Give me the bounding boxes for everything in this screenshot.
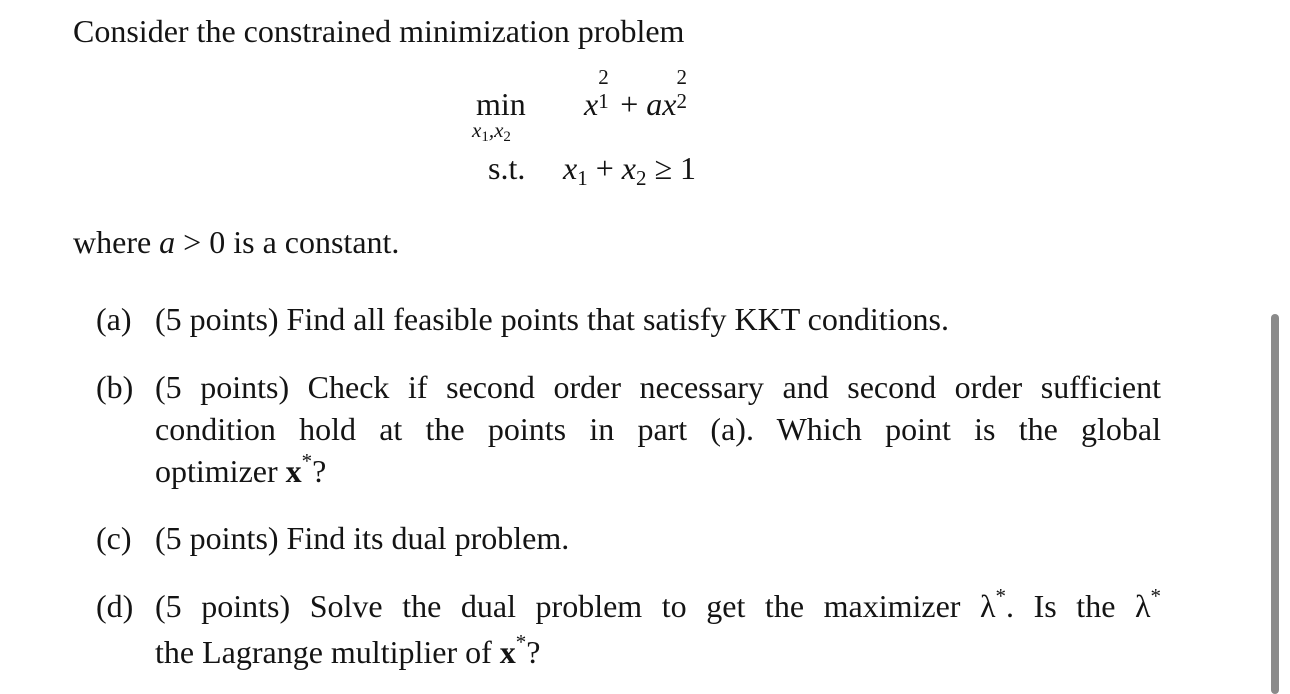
part-c-line-1: (5 points) Find its dual problem. [155, 520, 570, 556]
part-b-line-3: optimizer x*? [155, 449, 327, 489]
where-text: where a > 0 is a constant. [73, 224, 400, 260]
subject-to-label: s.t. [488, 150, 526, 186]
part-c-label: (c) [96, 520, 132, 556]
part-d-line-1: (5 points) Solve the dual problem to get the maximizer λ*. Is the λ* [155, 584, 1162, 624]
part-b-line-1: (5 points) Check if second order necessary and second order sufficient [155, 369, 1161, 405]
constraint-inequality: x1 + x2 ≥ 1 [563, 150, 697, 190]
vertical-scrollbar[interactable] [1271, 314, 1279, 694]
min-variables: x1,x2 [472, 118, 511, 145]
part-a-label: (a) [96, 301, 132, 337]
part-d-line-2: the Lagrange multiplier of x*? [155, 630, 541, 670]
part-a-line-1: (5 points) Find all feasible points that satisfy KKT conditions. [155, 301, 949, 337]
part-d-label: (d) [96, 588, 134, 624]
part-b-label: (b) [96, 369, 134, 405]
part-b-line-2: condition hold at the points in part (a). Which point is the global [155, 411, 1161, 447]
optimization-problem [0, 0, 1290, 230]
objective-function: x 2 1 + ax 2 2 [584, 65, 687, 122]
min-operator: min [476, 86, 526, 122]
intro-text: Consider the constrained minimization problem [73, 13, 685, 49]
